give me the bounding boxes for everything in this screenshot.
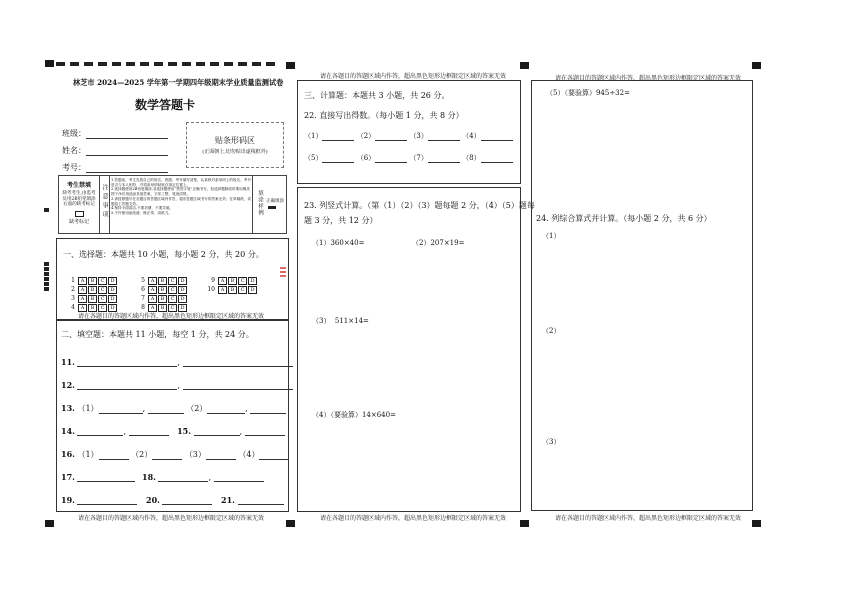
option-bubble[interactable]: B: [158, 295, 167, 303]
choice-question: 9 A B C D: [203, 267, 258, 286]
answer-blank[interactable]: [481, 153, 513, 163]
notes-label-cell: [99, 176, 110, 233]
barcode-subtitle: (正面朝上,切勿贴出虚线框外): [202, 149, 268, 155]
answer-blank[interactable]: [238, 495, 284, 505]
answer-blank[interactable]: [481, 131, 513, 141]
answer-blank[interactable]: [245, 426, 285, 436]
option-bubble[interactable]: A: [78, 304, 87, 312]
answer-blank[interactable]: [428, 131, 460, 141]
exam-box-cell: [59, 176, 100, 233]
position-mark: [520, 520, 529, 527]
answer-blank[interactable]: [99, 450, 129, 460]
answer-blank[interactable]: [158, 472, 208, 482]
option-bubble[interactable]: D: [108, 304, 117, 312]
exam-box-text: 缺考考生,由监考员用2B铅笔填涂右面的缺考标记: [62, 191, 96, 207]
option-bubble[interactable]: B: [88, 304, 97, 312]
option-bubble[interactable]: A: [78, 286, 87, 294]
option-bubble[interactable]: B: [228, 286, 237, 294]
section-choice: [56, 238, 289, 320]
answer-blank[interactable]: [77, 426, 123, 436]
option-bubble[interactable]: B: [158, 277, 167, 285]
option-bubble[interactable]: A: [218, 277, 227, 285]
answer-blank[interactable]: [99, 404, 143, 414]
answer-blank[interactable]: [375, 153, 407, 163]
note-item: 2.选择题使用2B铅笔填涂,非选择题使用“黑签字笔”正确书写，但选择题修改时要用橡皮擦干净后再选涂其他答案，字体工整，笔迹清楚。: [111, 187, 250, 197]
option-bubble[interactable]: C: [98, 277, 107, 285]
q16-row: 16. （1） （2） （3） （4）: [61, 449, 289, 460]
q23-part2: （2）207×19=: [412, 239, 465, 247]
area-notice: 请在各题目的答题区域内作答，超出黑色矩形边框限定区域的答案无效: [320, 515, 507, 522]
answer-blank[interactable]: [77, 380, 177, 390]
choice-question: 5 A B C D: [133, 267, 188, 286]
answer-blank[interactable]: [428, 153, 460, 163]
filled-sample-mark: [268, 206, 276, 209]
position-mark: [286, 62, 295, 69]
q24-part3: （3）: [542, 438, 561, 446]
option-bubble[interactable]: A: [218, 286, 227, 294]
option-bubble[interactable]: D: [178, 295, 187, 303]
note-item: 3.请按照题号在各题目的答题区域内作答，超出答题区域书写的答案无效；在草稿纸、试题卷上答题无效。: [111, 196, 251, 206]
section-calc: [297, 80, 521, 184]
answer-blank[interactable]: [129, 426, 169, 436]
option-bubble[interactable]: C: [168, 304, 177, 312]
q23-title: 23. 列竖式计算。（第（1）（2）（3）题每题 2 分，（4）（5）题每 题 3 分，共 12 分）: [304, 201, 535, 225]
answer-blank[interactable]: [183, 380, 293, 390]
option-bubble[interactable]: C: [98, 295, 107, 303]
answer-blank[interactable]: [152, 450, 182, 460]
option-bubble[interactable]: D: [178, 286, 187, 294]
option-bubble[interactable]: B: [88, 295, 97, 303]
choice-question: 1 A B C D: [63, 267, 118, 286]
section-fill: [56, 320, 289, 512]
answer-blank[interactable]: [206, 450, 236, 460]
answer-blank[interactable]: [214, 472, 264, 482]
option-bubble[interactable]: D: [248, 277, 257, 285]
notes-label: 注意事项: [101, 184, 108, 220]
absent-label: 缺考标记: [68, 218, 89, 225]
barcode-title: 贴条形码区: [215, 136, 255, 145]
q22-row1: （1） （2） （3） （4）: [304, 131, 513, 141]
choice-question: 2 A B C D: [63, 276, 118, 295]
option-bubble[interactable]: A: [148, 277, 157, 285]
red-marks: [280, 267, 286, 277]
area-notice: 请在各题目的答题区域内作答，超出黑色矩形边框限定区域的答案无效: [555, 515, 742, 522]
answer-blank[interactable]: [250, 404, 286, 414]
note-item: 5.不许使用涂改液、修正带、刮纸刀。: [111, 210, 172, 215]
q24-part2: （2）: [542, 327, 561, 335]
position-mark: [45, 520, 54, 527]
note-item: 1.答题前，考生先将自己的姓名、班级、考号填写清楚，认真核对条形码上的姓名、考号是否与本人相符，并将条形码粘贴在指定位置上。: [111, 178, 251, 187]
choice-question: 4 A B C D: [63, 294, 118, 313]
answer-blank[interactable]: [77, 495, 137, 505]
position-mark: [752, 520, 761, 527]
answer-blank[interactable]: [148, 404, 184, 414]
section-vertical-calc: [297, 187, 535, 512]
choice-question: 8 A B C D: [133, 294, 188, 313]
option-bubble[interactable]: B: [88, 277, 97, 285]
option-bubble[interactable]: A: [148, 304, 157, 312]
answer-blank[interactable]: [322, 131, 354, 141]
exam-title: 林芝市 2024—2025 学年第一学期四年级期末学业质量监测试卷: [73, 78, 284, 87]
answer-blank[interactable]: [77, 357, 177, 367]
q22-row2: （5） （6） （7） （8）: [304, 153, 513, 163]
area-notice: 请在各题目的答题区域内作答，超出黑色矩形边框限定区域的答案无效: [320, 73, 507, 80]
q13-row: 13. （1） , （2） ,: [61, 403, 286, 414]
option-bubble[interactable]: C: [168, 295, 177, 303]
answer-blank[interactable]: [375, 131, 407, 141]
answer-blank[interactable]: [207, 404, 245, 414]
option-bubble[interactable]: C: [238, 286, 247, 294]
q24-part1: （1）: [542, 232, 561, 240]
option-bubble[interactable]: D: [108, 277, 117, 285]
answer-blank[interactable]: [322, 153, 354, 163]
name-field[interactable]: [62, 145, 168, 156]
option-bubble[interactable]: A: [78, 295, 87, 303]
option-bubble[interactable]: C: [168, 286, 177, 294]
card-title: 数学答题卡: [135, 98, 196, 112]
choice-question: 6 A B C D: [133, 276, 188, 295]
choice-question: 3 A B C D: [63, 285, 118, 304]
q23-part4: （4）（要验算）14×640=: [312, 411, 396, 419]
exam-info-box: [58, 175, 287, 234]
area-notice: 请在各题目的答题区域内作答，超出黑色矩形边框限定区域的答案无效: [78, 515, 265, 522]
q23-part1: （1）360×40=: [312, 239, 365, 247]
fill-example-label: 填涂样例: [257, 190, 263, 216]
q17-row: 17. 18. ,: [61, 472, 264, 482]
q22-title: 22. 直接写出得数。（每小题 1 分，共 8 分）: [304, 111, 464, 120]
option-bubble[interactable]: C: [168, 277, 177, 285]
absent-mark-box[interactable]: [75, 211, 84, 217]
option-bubble[interactable]: D: [108, 295, 117, 303]
area-notice: 请在各题目的答题区域内作答，超出黑色矩形边框限定区域的答案无效: [555, 75, 742, 82]
notes-list: [111, 178, 251, 216]
answer-blank[interactable]: [77, 472, 135, 482]
id-field[interactable]: [62, 162, 168, 173]
q23-part5: （5）（要验算）945÷32=: [546, 89, 630, 97]
option-bubble[interactable]: B: [158, 286, 167, 294]
area-notice: 请在各题目的答题区域内作答，超出黑色矩形边框限定区域的答案无效: [78, 313, 265, 320]
fill-example-correct: 正确填涂: [266, 199, 284, 204]
option-bubble[interactable]: D: [108, 286, 117, 294]
answer-blank[interactable]: [194, 426, 240, 436]
section-calc-title: 三、计算题：本题共 3 小题，共 26 分。: [304, 91, 450, 100]
answer-blank[interactable]: [162, 495, 212, 505]
q24-title: 24. 列综合算式并计算。（每小题 2 分，共 6 分）: [536, 214, 712, 223]
q23-part3: （3） 511×14=: [312, 317, 369, 325]
option-bubble[interactable]: B: [158, 304, 167, 312]
note-item: 4.保持卡面清洁,不要折叠、不要弄破。: [111, 206, 174, 211]
class-label: 班级：: [62, 129, 86, 138]
choice-question: 10 A B C D: [203, 276, 258, 295]
section-fill-title: 二、填空题：本题共 11 小题，每空 1 分，共 24 分。: [61, 330, 254, 339]
option-bubble[interactable]: D: [178, 277, 187, 285]
position-mark: [286, 520, 295, 527]
exam-box-label: 考生禁填: [66, 182, 91, 189]
position-mark: [45, 60, 54, 67]
q12-row: 12. ,: [61, 380, 293, 390]
q14-row: 14. , 15. ,: [61, 426, 285, 436]
option-bubble[interactable]: D: [248, 286, 257, 294]
section-choice-title: 一、选择题：本题共 10 小题，每小题 2 分，共 20 分。: [63, 250, 264, 259]
position-mark: [752, 62, 761, 69]
answer-blank[interactable]: [183, 357, 293, 367]
option-bubble[interactable]: C: [98, 304, 107, 312]
option-bubble[interactable]: C: [98, 286, 107, 294]
option-bubble[interactable]: B: [228, 277, 237, 285]
answer-blank[interactable]: [259, 450, 289, 460]
fill-example-cell: [252, 176, 287, 233]
section-q23-continued: [531, 80, 753, 511]
id-label: 考号：: [62, 163, 86, 172]
option-bubble[interactable]: C: [238, 277, 247, 285]
class-field[interactable]: [62, 128, 168, 139]
q19-row: 19. 20. 21.: [61, 495, 284, 505]
barcode-area: [186, 122, 284, 168]
option-bubble[interactable]: A: [148, 295, 157, 303]
option-bubble[interactable]: A: [148, 286, 157, 294]
choice-question: 7 A B C D: [133, 285, 188, 304]
position-mark: [520, 62, 529, 69]
q11-row: 11. ,: [61, 357, 293, 367]
option-bubble[interactable]: A: [78, 277, 87, 285]
option-bubble[interactable]: B: [88, 286, 97, 294]
name-label: 姓名：: [62, 146, 86, 155]
option-bubble[interactable]: D: [178, 304, 187, 312]
